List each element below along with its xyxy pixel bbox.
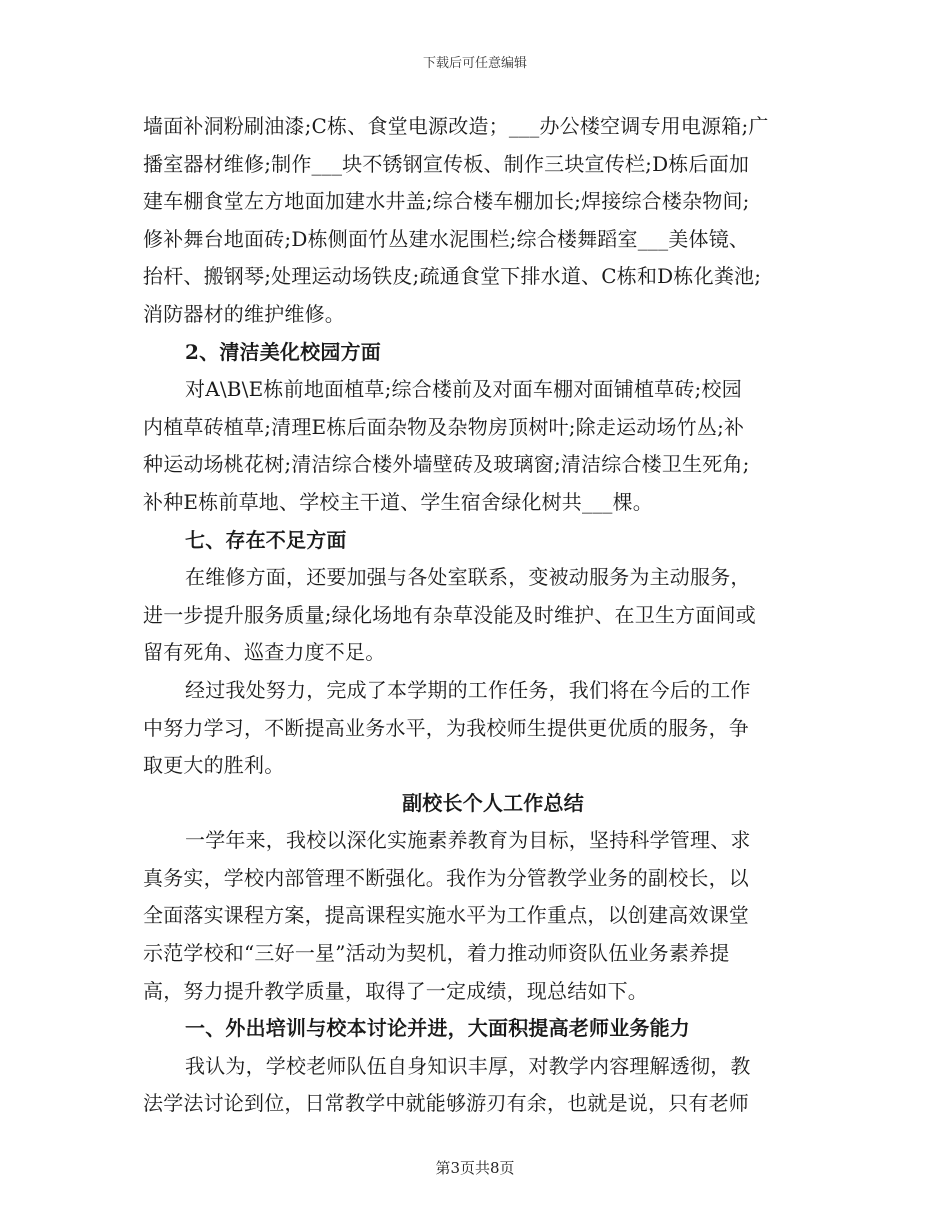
text-line: 播室器材维修;制作___块不锈钢宣传板、制作三块宣传栏;D栋后面加	[143, 151, 750, 176]
paragraph-first-line: 一学年来，我校以深化实施素养教育为目标，坚持科学管理、求	[185, 828, 751, 853]
text-line: 内植草砖植草;清理E栋后面杂物及杂物房顶树叶;除走运动场竹丛;补	[143, 414, 745, 439]
section-heading: 2、清洁美化校园方面	[185, 339, 381, 364]
text-line: 消防器材的维护维修。	[143, 301, 345, 326]
text-line: 墙面补洞粉刷油漆;C栋、食堂电源改造；___办公楼空调专用电源箱;广	[143, 114, 769, 138]
section-heading: 一、外出培训与校本讨论并进，大面积提高老师业务能力	[185, 1016, 690, 1041]
text-line: 种运动场桃花树;清洁综合楼外墙壁砖及玻璃窗;清洁综合楼卫生死角;	[143, 452, 750, 477]
paragraph-first-line: 在维修方面，还要加强与各处室联系，变被动服务为主动服务，	[185, 565, 751, 590]
text-line: 高，努力提升教学质量，取得了一定成绩，现总结如下。	[143, 978, 648, 1003]
paragraph-first-line: 我认为，学校老师队伍自身知识丰厚，对教学内容理解透彻，教	[185, 1053, 751, 1078]
text-line: 抬杆、搬钢琴;处理运动场铁皮;疏通食堂下排水道、C栋和D栋化粪池;	[143, 264, 762, 289]
text-line: 法学法讨论到位，日常教学中就能够游刃有余，也就是说，只有老师	[143, 1091, 749, 1116]
page-header: 下载后可任意编辑	[422, 56, 527, 71]
text-line: 进一步提升服务质量;绿化场地有杂草没能及时维护、在卫生方面间或	[143, 602, 756, 627]
document-body	[143, 108, 815, 1123]
text-line: 示范学校和“三好一星”活动为契机，着力推动师资队伍业务素养提	[143, 941, 730, 966]
text-line: 建车棚食堂左方地面加建水井盖;综合楼车棚加长;焊接综合楼杂物间;	[143, 189, 750, 214]
text-line: 修补舞台地面砖;D栋侧面竹丛建水泥围栏;综合楼舞蹈室___美体镜、	[143, 226, 750, 251]
text-line: 取更大的胜利。	[143, 753, 285, 778]
text-line: 真务实，学校内部管理不断强化。我作为分管教学业务的副校长，以	[143, 865, 749, 890]
paragraph-first-line: 对A\B\E栋前地面植草;综合楼前及对面车棚对面铺植草砖;校园	[185, 377, 742, 402]
section-heading: 七、存在不足方面	[185, 527, 347, 552]
text-line: 补种E栋前草地、学校主干道、学生宿舍绿化树共___棵。	[143, 489, 653, 514]
text-line: 中努力学习，不断提高业务水平，为我校师生提供更优质的服务，争	[143, 715, 749, 740]
document-title: 副校长个人工作总结	[402, 790, 584, 815]
text-line: 全面落实课程方案，提高课程实施水平为工作重点，以创建高效课堂	[143, 903, 749, 928]
text-line: 留有死角、巡查力度不足。	[143, 640, 386, 665]
paragraph-first-line: 经过我处努力，完成了本学期的工作任务，我们将在今后的工作	[185, 677, 751, 702]
page-footer: 第3页共8页	[435, 1159, 515, 1177]
